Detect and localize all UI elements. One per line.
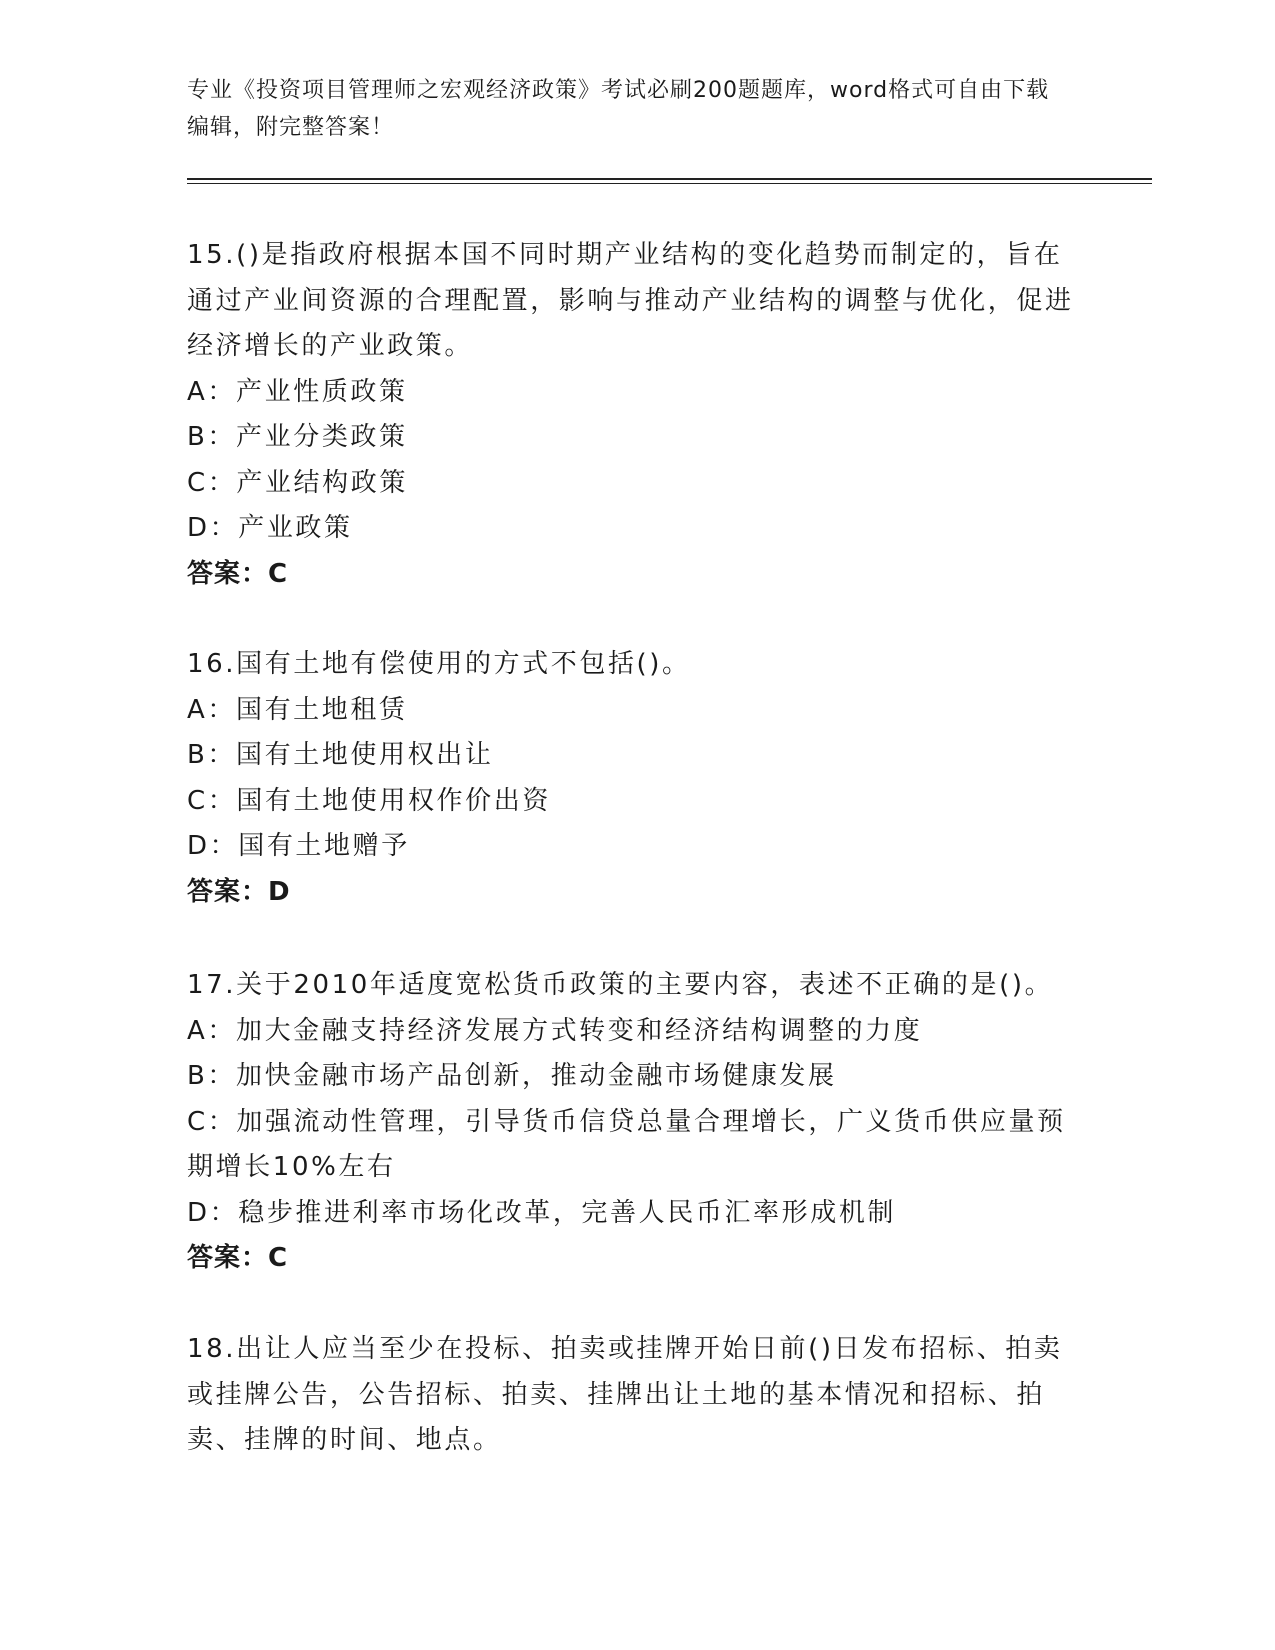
question-text: 18.出让人应当至少在投标、拍卖或挂牌开始日前()日发布招标、拍卖或挂牌公告，公告招标、拍卖、挂牌出让土地的基本情况和招标、拍卖、挂牌的时间、地点。 — [187, 1334, 1063, 1455]
option-d: D：国有土地赠予 — [187, 831, 410, 861]
document-header: 专业《投资项目管理师之宏观经济政策》考试必刷200题题库，word格式可自由下载编辑，附完整答案！ — [187, 78, 1050, 140]
option-a: A：加大金融支持经济发展方式转变和经济结构调整的力度 — [187, 1015, 923, 1046]
option-c: C：产业结构政策 — [187, 467, 408, 498]
question-16 — [187, 642, 1077, 915]
option-d: D：产业政策 — [187, 513, 353, 543]
question-15 — [187, 233, 1077, 597]
option-b: B：产业分类政策 — [187, 422, 408, 452]
answer: 答案：C — [187, 558, 289, 589]
option-d: D：稳步推进利率市场化改革，完善人民币汇率形成机制 — [187, 1197, 897, 1228]
option-a: A：产业性质政策 — [187, 376, 408, 407]
question-text: 16.国有土地有偿使用的方式不包括()。 — [187, 649, 691, 679]
header-divider-thick — [187, 178, 1152, 180]
option-b: B：国有土地使用权出让 — [187, 740, 494, 770]
option-b: B：加快金融市场产品创新，推动金融市场健康发展 — [187, 1061, 837, 1091]
option-a: A：国有土地租赁 — [187, 694, 408, 725]
answer: 答案：D — [187, 876, 291, 907]
answer: 答案：C — [187, 1243, 289, 1273]
option-c: C：加强流动性管理，引导货币信贷总量合理增长，广义货币供应量预期增长10%左右 — [187, 1106, 1066, 1182]
option-c: C：国有土地使用权作价出资 — [187, 785, 551, 816]
question-text: 17.关于2010年适度宽松货币政策的主要内容，表述不正确的是()。 — [187, 970, 1054, 1000]
question-text: 15.()是指政府根据本国不同时期产业结构的变化趋势而制定的，旨在通过产业间资源的合理配置，影响与推动产业结构的调整与优化，促进经济增长的产业政策。 — [187, 240, 1074, 361]
question-18 — [187, 1327, 1077, 1464]
header-divider-thin — [187, 183, 1152, 184]
question-17 — [187, 963, 1077, 1282]
